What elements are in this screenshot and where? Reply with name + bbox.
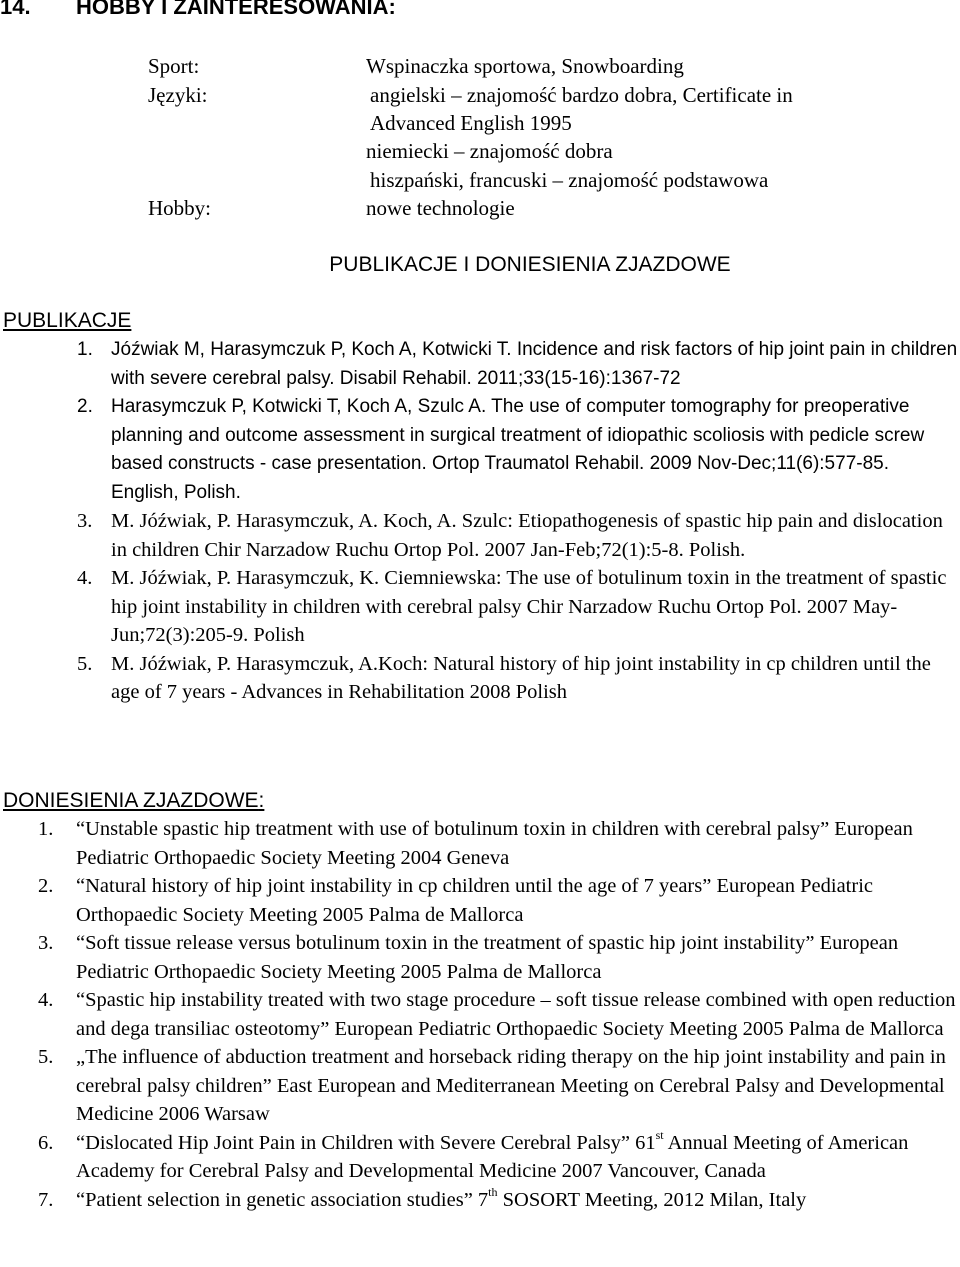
list-item-text <box>76 1129 960 1186</box>
publications-title-text: PUBLIKACJE I DONIESIENIA ZJAZDOWE <box>329 253 731 276</box>
list-item <box>0 815 960 872</box>
list-item-text: “Spastic hip instability treated with two stage procedure – soft tissue release combined with open reduction and dega transiliac osteotomy” European Pediatric Orthopaedic Society Meeting 2005 Palma de Mallorca <box>76 989 956 1040</box>
list-item-number: 4. <box>77 567 93 589</box>
list-item <box>0 872 960 929</box>
list-item-number: 5. <box>77 652 93 675</box>
list-item-number: 3. <box>77 510 93 532</box>
list-item-text: M. Jóźwiak, P. Harasymczuk, A. Koch, A. Szulc: Etiopathogenesis of spastic hip pain and dislocation in children Chir Narzadow Ruchu Ortop Pol. 2007 Jan-Feb;72(1):5-8. Polish. <box>111 510 943 561</box>
info-label: Hobby: <box>148 196 211 220</box>
conferences-heading-suffix: : <box>258 789 265 812</box>
list-item-text-before: “Dislocated Hip Joint Pain in Children with Severe Cerebral Palsy” 61 <box>76 1131 656 1154</box>
publications-title <box>0 252 960 278</box>
list-item-number: 1. <box>77 339 93 360</box>
info-label: Sport: <box>148 54 200 78</box>
list-item-text-after: SOSORT Meeting, 2012 Milan, Italy <box>497 1188 807 1211</box>
info-value: niemiecki – znajomość dobra <box>366 139 613 163</box>
list-item-text <box>76 1186 960 1215</box>
list-item <box>0 507 960 564</box>
info-value: Wspinaczka sportowa, Snowboarding <box>366 54 684 78</box>
list-item <box>0 650 960 707</box>
list-item-number: 6. <box>38 1131 54 1154</box>
list-item-number: 4. <box>38 989 54 1011</box>
list-item-text: Jóźwiak M, Harasymczuk P, Koch A, Kotwicki T. Incidence and risk factors of hip joint pain in children with severe cerebral palsy. Disabil Rehabil. 2011;33(15-16):1367-72 <box>111 339 958 389</box>
section-title: HOBBY I ZAINTERESOWANIA: <box>76 0 396 19</box>
list-item-text-after: Annual Meeting of American Academy for Cerebral Palsy and Developmental Medicine 2007 Vancouver, Canada <box>76 1131 909 1182</box>
list-item-number: 3. <box>38 932 54 954</box>
ordinal-suffix: th <box>488 1184 498 1199</box>
info-value: Advanced English 1995 <box>370 111 572 135</box>
list-item-text: “Natural history of hip joint instability in cp children until the age of 7 years” European Pediatric Orthopaedic Society Meeting 2005 Palma de Mallorca <box>76 875 873 926</box>
conferences-heading <box>3 788 264 814</box>
list-item <box>0 1043 960 1129</box>
conferences-list <box>0 815 960 1214</box>
list-item-text: “Unstable spastic hip treatment with use of botulinum toxin in children with cerebral palsy” European Pediatric Orthopaedic Society Meeting 2004 Geneva <box>76 818 913 869</box>
list-item <box>0 986 960 1043</box>
list-item-text: M. Jóźwiak, P. Harasymczuk, A.Koch: Natural history of hip joint instability in cp children until the age of 7 years - Advances in Rehabilitation 2008 Polish <box>111 652 931 703</box>
publications-list <box>0 336 960 707</box>
list-item <box>0 393 960 507</box>
list-item <box>0 1129 960 1186</box>
list-item-number: 2. <box>38 875 54 897</box>
list-item-text: „The influence of abduction treatment and horseback riding therapy on the hip joint instability and pain in cerebral palsy children” East European and Mediterranean Meeting on Cerebral Palsy and Developmental Medicine 2006 Warsaw <box>76 1046 946 1125</box>
publications-heading: PUBLIKACJE <box>3 309 132 332</box>
info-label: Języki: <box>148 83 208 107</box>
section-heading <box>0 0 396 20</box>
list-item-text: M. Jóźwiak, P. Harasymczuk, K. Ciemniewska: The use of botulinum toxin in the treatment of spastic hip joint instability in children with cerebral palsy Chir Narzadow Ruchu Ortop Pol. 2007 May-Jun;72(3):205-9. Polish <box>111 567 947 646</box>
info-value: angielski – znajomość bardzo dobra, Certificate in <box>370 83 793 107</box>
list-item <box>0 564 960 650</box>
list-item-number: 1. <box>38 818 54 840</box>
conferences-heading-text: DONIESIENIA ZJAZDOWE <box>3 789 259 812</box>
list-item-text-before: “Patient selection in genetic association studies” 7 <box>76 1188 489 1211</box>
list-item <box>0 1186 960 1215</box>
list-item <box>0 929 960 986</box>
section-number: 14. <box>0 0 31 19</box>
list-item-text: “Soft tissue release versus botulinum toxin in the treatment of spastic hip joint instability” European Pediatric Orthopaedic Society Meeting 2005 Palma de Mallorca <box>76 932 899 983</box>
ordinal-suffix: st <box>655 1127 664 1142</box>
list-item <box>0 336 960 393</box>
list-item-number: 2. <box>77 396 93 417</box>
list-item-number: 5. <box>38 1046 54 1068</box>
info-value: hiszpański, francuski – znajomość podstawowa <box>370 168 769 192</box>
list-item-number: 7. <box>38 1188 54 1211</box>
list-item-text: Harasymczuk P, Kotwicki T, Koch A, Szulc A. The use of computer tomography for preoperative planning and outcome assessment in surgical treatment of idiopathic scoliosis with pedicle screw based constructs - case presentation. Ortop Traumatol Rehabil. 2009 Nov-Dec;11(6):577-85. English, Polish. <box>111 396 925 503</box>
info-value: nowe technologie <box>366 196 515 220</box>
